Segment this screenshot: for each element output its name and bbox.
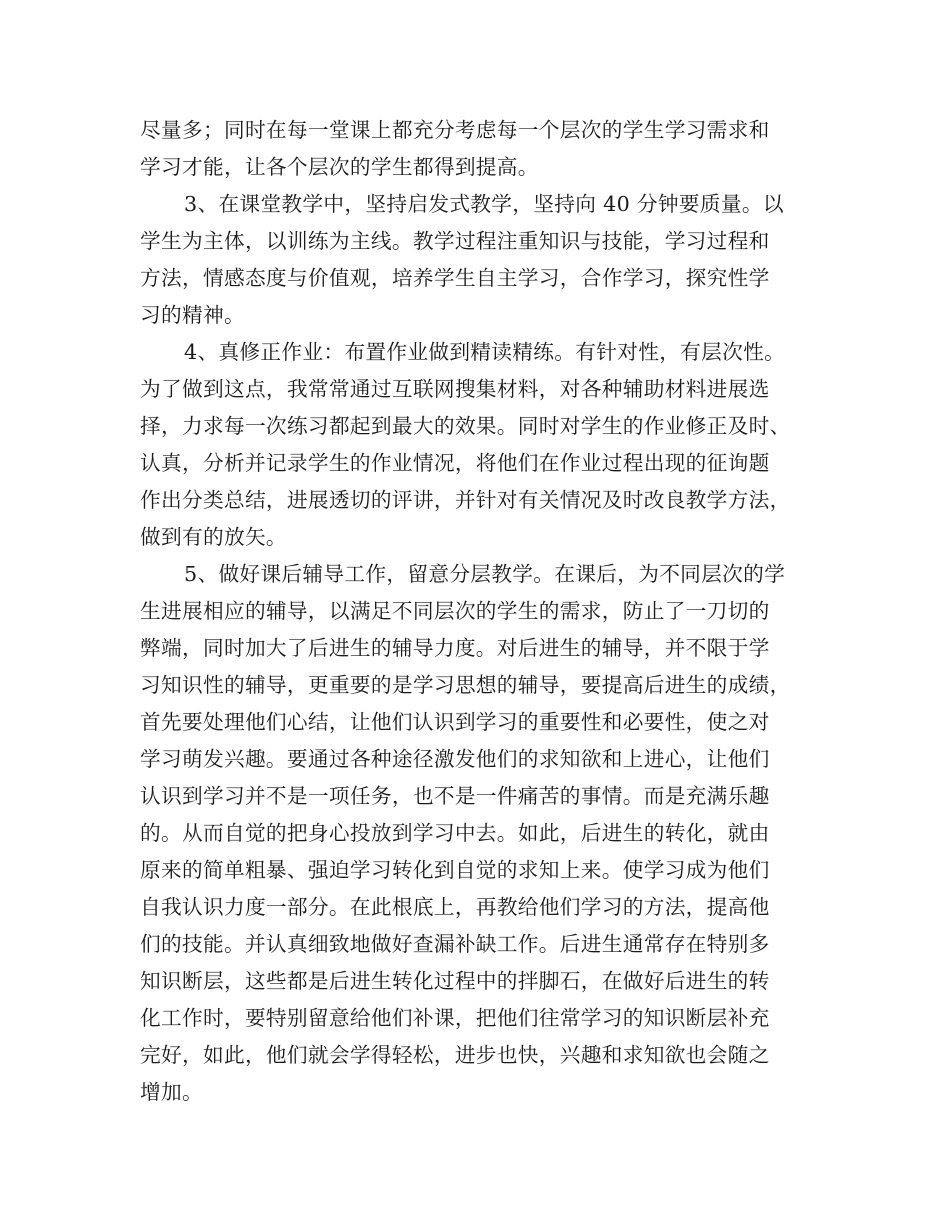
- paragraph-line: 认识到学习并不是一项任务，也不是一件痛苦的事情。而是充满乐趣: [140, 784, 770, 808]
- paragraph-line: 完好，如此，他们就会学得轻松，进步也快，兴趣和求知欲也会随之: [140, 1043, 770, 1067]
- paragraph-line: 做到有的放矢。: [140, 525, 287, 549]
- paragraph-line: 作出分类总结，进展透切的评讲，并针对有关情况及时改良教学方法，: [140, 488, 791, 512]
- paragraph-line: 学生为主体，以训练为主线。教学过程注重知识与技能，学习过程和: [140, 229, 770, 253]
- paragraph-line: 择，力求每一次练习都起到最大的效果。同时对学生的作业修正及时、: [140, 414, 791, 438]
- paragraph-line: 的。从而自觉的把身心投放到学习中去。如此，后进生的转化，就由: [140, 821, 770, 845]
- paragraph-line: 知识断层，这些都是后进生转化过程中的拌脚石，在做好后进生的转: [140, 969, 770, 993]
- document-body: [140, 112, 812, 1111]
- paragraph-line: 生进展相应的辅导，以满足不同层次的学生的需求，防止了一刀切的: [140, 599, 770, 623]
- paragraph-line: 弊端，同时加大了后进生的辅导力度。对后进生的辅导，并不限于学: [140, 636, 770, 660]
- paragraph-first-line: 5、做好课后辅导工作，留意分层教学。在课后，为不同层次的学: [184, 562, 786, 586]
- paragraph-line: 学习萌发兴趣。要通过各种途径激发他们的求知欲和上进心，让他们: [140, 747, 770, 771]
- paragraph-line: 化工作时，要特别留意给他们补课，把他们往常学习的知识断层补充: [140, 1006, 770, 1030]
- paragraph-first-line: 4、真修正作业：布置作业做到精读精练。有针对性，有层次性。: [184, 340, 786, 364]
- paragraph-line: 学习才能，让各个层次的学生都得到提高。: [140, 155, 539, 179]
- paragraph-line: 方法，情感态度与价值观，培养学生自主学习，合作学习，探究性学: [140, 266, 770, 290]
- paragraph-line: 增加。: [140, 1080, 203, 1104]
- paragraph-line: 习的精神。: [140, 303, 245, 327]
- paragraph-first-line: 3、在课堂教学中，坚持启发式教学，坚持向 40 分钟要质量。以: [184, 192, 784, 216]
- paragraph-line: 原来的简单粗暴、强迫学习转化到自觉的求知上来。使学习成为他们: [140, 858, 770, 882]
- paragraph-line: 为了做到这点，我常常通过互联网搜集材料，对各种辅助材料进展选: [140, 377, 770, 401]
- paragraph-line: 自我认识力度一部分。在此根底上，再教给他们学习的方法，提高他: [140, 895, 770, 919]
- paragraph-line: 尽量多；同时在每一堂课上都充分考虑每一个层次的学生学习需求和: [140, 118, 770, 142]
- paragraph-line: 习知识性的辅导，更重要的是学习思想的辅导，要提高后进生的成绩，: [140, 673, 791, 697]
- paragraph-line: 们的技能。并认真细致地做好查漏补缺工作。后进生通常存在特别多: [140, 932, 770, 956]
- paragraph-line: 首先要处理他们心结，让他们认识到学习的重要性和必要性，使之对: [140, 710, 770, 734]
- paragraph-line: 认真，分析并记录学生的作业情况，将他们在作业过程出现的征询题: [140, 451, 770, 475]
